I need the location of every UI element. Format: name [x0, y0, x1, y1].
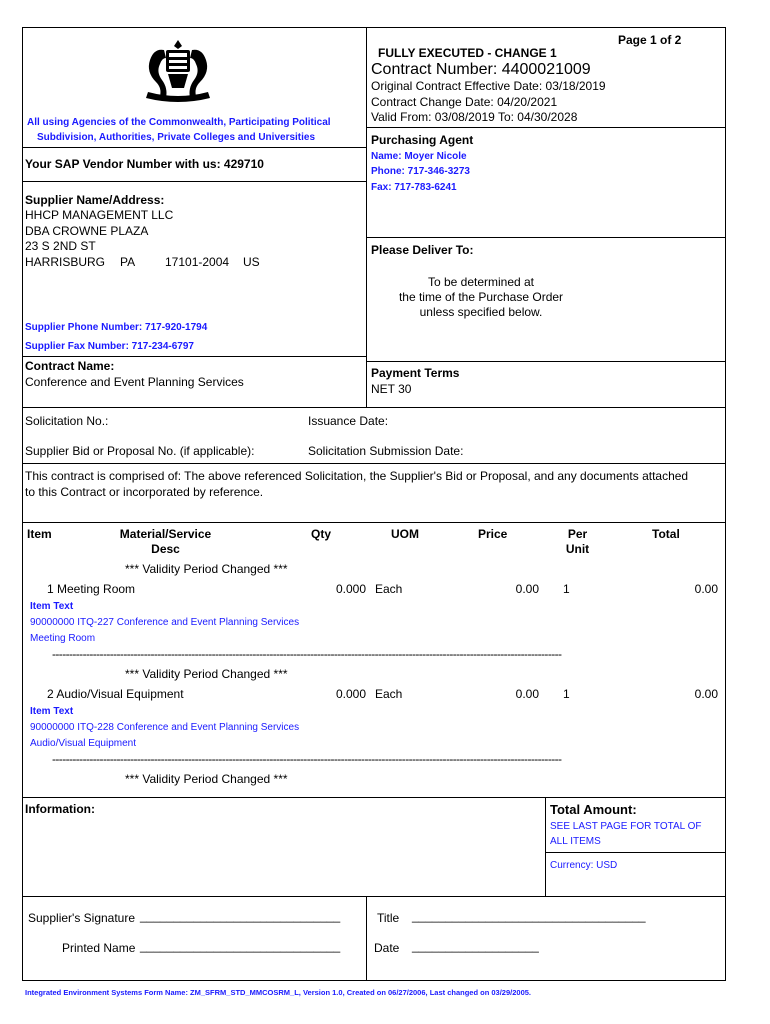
page-label: Page 1 of 2 [618, 33, 682, 47]
item-1-line: 1 Meeting Room [47, 582, 136, 596]
item-2-line: 2 Audio/Visual Equipment [47, 687, 184, 701]
supplier-zip: 17101-2004 [165, 255, 230, 269]
deliver-line-3: unless specified below. [419, 305, 543, 319]
frame-left [22, 27, 23, 981]
validity-changed-1: *** Validity Period Changed *** [125, 562, 288, 576]
deliver-line-1: To be determined at [427, 275, 535, 289]
original-date: Original Contract Effective Date: 03/18/2019 [371, 79, 606, 93]
frame-top [22, 27, 726, 28]
signature-field[interactable]: ______________________________ [140, 909, 341, 923]
signature-label: Supplier's Signature [28, 911, 136, 925]
supplier-fax: Supplier Fax Number: 717-234-6797 [25, 341, 194, 352]
deliver-line-2: the time of the Purchase Order [398, 290, 564, 304]
information-label: Information: [25, 802, 95, 816]
item-2-text-2: Audio/Visual Equipment [30, 738, 136, 749]
commonwealth-seal-icon [138, 38, 218, 102]
col-total: Total [652, 527, 680, 541]
payment-value: NET 30 [371, 382, 412, 396]
col-per-2: Unit [565, 542, 590, 556]
agent-phone: Phone: 717-346-3273 [371, 166, 470, 177]
agent-fax: Fax: 717-783-6241 [371, 182, 457, 193]
supplier-state: PA [120, 255, 136, 269]
col-desc-2: Desc [151, 542, 180, 556]
total-note-2: ALL ITEMS [550, 836, 601, 847]
supplier-country: US [243, 255, 260, 269]
comprised-line-1: This contract is comprised of: The above referenced Solicitation, the Supplier's Bid or Proposal, and any documents attached [25, 469, 689, 483]
line-comprised [22, 463, 726, 464]
agent-name: Name: Moyer Nicole [371, 151, 467, 162]
solicitation-no: Solicitation No.: [25, 414, 109, 428]
supplier-title: Supplier Name/Address: [25, 193, 165, 207]
item-1-text-label: Item Text [30, 601, 74, 612]
contract-name-value: Conference and Event Planning Services [25, 375, 244, 389]
line-agencies [22, 147, 367, 148]
item-2-text-1: 90000000 ITQ-228 Conference and Event Planning Services [30, 722, 300, 733]
supplier-phone: Supplier Phone Number: 717-920-1794 [25, 322, 208, 333]
col-item: Item [27, 527, 52, 541]
contract-name-title: Contract Name: [25, 359, 115, 373]
line-deliver [366, 237, 726, 238]
item-2-total: 0.00 [694, 687, 718, 701]
change-date: Contract Change Date: 04/20/2021 [371, 95, 558, 109]
agencies-line-1: All using Agencies of the Commonwealth, Participating Political [27, 117, 331, 128]
item-1-total: 0.00 [694, 582, 718, 596]
submission-date: Solicitation Submission Date: [308, 444, 464, 458]
total-title: Total Amount: [550, 802, 637, 817]
line-information [22, 797, 726, 798]
item-2-per: 1 [563, 687, 570, 701]
deliver-title: Please Deliver To: [371, 243, 474, 257]
item-2-uom: Each [375, 687, 403, 701]
validity-changed-3: *** Validity Period Changed *** [125, 772, 288, 786]
dash-separator-1: ------------------------------------------------------------------------------------------------------------------------------------------------------ [52, 647, 562, 661]
item-1-price: 0.00 [515, 582, 539, 596]
supplier-line-2: DBA CROWNE PLAZA [25, 224, 149, 238]
date-field[interactable]: ___________________ [412, 939, 539, 953]
valid-range: Valid From: 03/08/2019 To: 04/30/2028 [371, 110, 578, 124]
printed-name-field[interactable]: ______________________________ [140, 939, 341, 953]
currency: Currency: USD [550, 860, 618, 871]
col-per-1: Per [567, 527, 588, 541]
vendor-number: Your SAP Vendor Number with us: 429710 [25, 157, 264, 171]
item-1-text-2: Meeting Room [30, 633, 96, 644]
line-payment [366, 361, 726, 362]
total-divider [545, 797, 546, 897]
item-2-qty: 0.000 [335, 687, 366, 701]
item-2-price: 0.00 [515, 687, 539, 701]
total-note-1: SEE LAST PAGE FOR TOTAL OF [550, 821, 702, 832]
line-header-right [366, 127, 726, 128]
item-2-text-label: Item Text [30, 706, 74, 717]
frame-bottom [22, 980, 726, 981]
status-title: FULLY EXECUTED - CHANGE 1 [378, 46, 557, 60]
col-price: Price [478, 527, 508, 541]
validity-changed-2: *** Validity Period Changed *** [125, 667, 288, 681]
date-label: Date [374, 941, 400, 955]
contract-number: Contract Number: 4400021009 [371, 61, 591, 78]
signature-divider [366, 896, 367, 981]
dash-separator-2: ------------------------------------------------------------------------------------------------------------------------------------------------------ [52, 752, 562, 766]
line-currency [545, 852, 726, 853]
form-footer: Integrated Environment Systems Form Name: ZM_SFRM_STD_MMCOSRM_L, Version 1.0, Created on 06/27/2006, Last changed on 03/29/2005. [25, 988, 531, 997]
title-field[interactable]: ___________________________________ [412, 909, 646, 923]
comprised-line-2: to this Contract or incorporated by reference. [25, 485, 264, 499]
item-1-text-1: 90000000 ITQ-227 Conference and Event Planning Services [30, 617, 300, 628]
line-table-header [22, 522, 726, 523]
agencies-line-2: Subdivision, Authorities, Private Colleges and Universities [37, 132, 316, 143]
bid-number: Supplier Bid or Proposal No. (if applicable): [25, 444, 255, 458]
line-signature [22, 896, 726, 897]
payment-title: Payment Terms [371, 366, 460, 380]
frame-right [725, 27, 726, 981]
supplier-line-3: 23 S 2ND ST [25, 239, 96, 253]
line-solicitation [22, 407, 726, 408]
col-desc-1: Material/Service [119, 527, 212, 541]
issuance-date: Issuance Date: [308, 414, 389, 428]
item-1-uom: Each [375, 582, 403, 596]
line-vendor [22, 181, 367, 182]
title-label: Title [377, 911, 400, 925]
supplier-line-1: HHCP MANAGEMENT LLC [25, 208, 174, 222]
supplier-city: HARRISBURG [25, 255, 106, 269]
item-1-per: 1 [563, 582, 570, 596]
col-qty: Qty [311, 527, 332, 541]
printed-name-label: Printed Name [62, 941, 136, 955]
purchasing-agent-title: Purchasing Agent [371, 133, 474, 147]
upper-divider [366, 27, 367, 408]
line-contract-name [22, 356, 367, 357]
col-uom: UOM [391, 527, 419, 541]
item-1-qty: 0.000 [335, 582, 366, 596]
